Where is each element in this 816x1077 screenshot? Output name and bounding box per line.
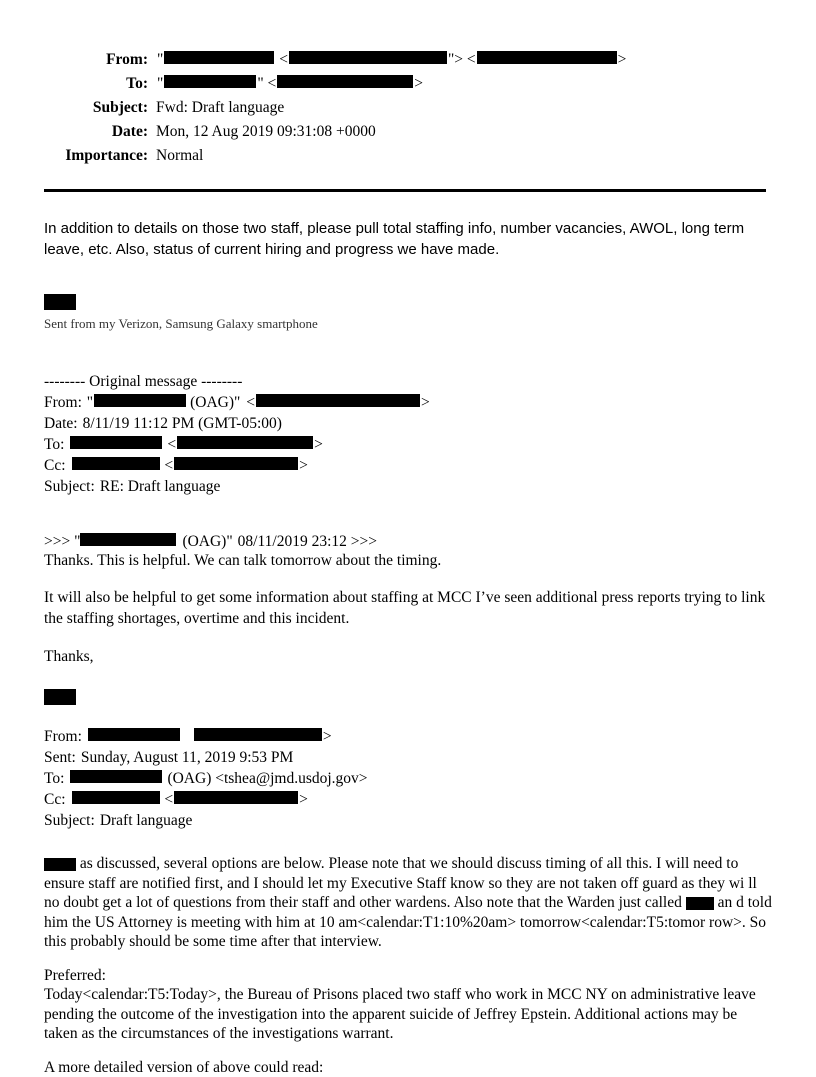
forwarded-from-label: From: [44, 727, 82, 746]
header-value-date: Mon, 12 Aug 2019 09:31:08 +0000 [156, 120, 768, 143]
header-value-from [156, 48, 768, 71]
redaction-bar [177, 436, 313, 449]
quote-angle-close: "> < [447, 48, 477, 71]
redaction-bar [44, 858, 76, 871]
quoted-line-1: Thanks. This is helpful. We can talk tomorrow about the timing. [44, 551, 768, 570]
quote-angle: " < [256, 72, 277, 95]
quoted-attribution-line [44, 532, 768, 551]
original-cc-label: Cc: [44, 456, 66, 475]
forwarded-sent-label: Sent: [44, 748, 76, 767]
header-row-importance [44, 144, 768, 167]
angle-open: < [162, 435, 177, 454]
quoted-paragraph-1: It will also be helpful to get some information about staffing at MCC I’ve seen additional press reports trying to link the staffing shortages, overtime and this incident. [44, 587, 769, 629]
angle-close: > [298, 790, 309, 809]
header-label-subject: Subject: [44, 96, 156, 119]
redaction-bar [70, 770, 162, 783]
header-label-date: Date: [44, 120, 156, 143]
redaction-bar [256, 394, 420, 407]
angle-open: < [160, 456, 175, 475]
forwarded-to-org: (OAG) <tshea@jmd.usdoj.gov> [162, 769, 367, 788]
original-to-line [44, 435, 768, 454]
quote-open: " [156, 48, 164, 71]
preferred-text: Today<calendar:T5:Today>, the Bureau of Prisons placed two staff who work in MCC NY on administrative leave pending the outcome of the investigation into the apparent suicide of Jeffrey Epstein. Additional actions may be taken as the circumstances of the investigations warrant. [44, 985, 772, 1044]
angle-open: < [241, 393, 256, 412]
original-date-label: Date: [44, 414, 78, 433]
forwarded-to-label: To: [44, 769, 64, 788]
redaction-bar [289, 51, 447, 64]
redaction-bar [477, 51, 617, 64]
redaction-bar [686, 897, 714, 910]
redaction-bar [70, 436, 162, 449]
forwarded-message-body [44, 854, 772, 1077]
angle-open: < [160, 790, 175, 809]
redaction-bar [164, 51, 274, 64]
header-row-to [44, 72, 768, 95]
forwarded-subject-value: Draft language [95, 811, 193, 830]
quoted-org: (OAG)" [176, 532, 232, 551]
header-divider-rule [44, 189, 766, 192]
header-label-to: To: [44, 72, 156, 95]
original-date-value: 8/11/19 11:12 PM (GMT-05:00) [78, 414, 282, 433]
forwarded-sent-line [44, 748, 768, 767]
header-label-importance: Importance: [44, 144, 156, 167]
preferred-label: Preferred: [44, 966, 772, 986]
forwarded-cc-label: Cc: [44, 790, 66, 809]
quoted-signature-redaction [44, 689, 76, 705]
redaction-bar [72, 457, 160, 470]
redaction-bar [72, 791, 160, 804]
angle-close: > [413, 72, 424, 95]
forwarded-subject-label: Subject: [44, 811, 95, 830]
angle-close: > [298, 456, 309, 475]
quoted-timestamp: 08/11/2019 23:12 >>> [233, 532, 377, 551]
original-cc-line [44, 456, 768, 475]
redaction-bar [94, 394, 186, 407]
forwarded-subject-line [44, 811, 768, 830]
body-p1-part-e: row>. So this probably should be some time after that interview. [44, 914, 766, 951]
message-intro-paragraph: In addition to details on those two staff, please pull total staffing info, number vacancies, AWOL, long term leave, etc. Also, status of current hiring and progress we have made. [44, 218, 762, 260]
quoted-thanks: Thanks, [44, 646, 769, 667]
header-label-from: From: [44, 48, 156, 71]
forwarded-from-line [44, 727, 768, 746]
body-paragraph-1 [44, 854, 772, 952]
forwarded-cc-line [44, 790, 768, 809]
body-p1-part-d: d told him the US Attorney is meeting with him at 10 am<calendar:T1:10%20am> tomorrow<calendar:T5:tomor [44, 894, 772, 931]
forwarded-sent-value: Sunday, August 11, 2019 9:53 PM [76, 748, 293, 767]
header-value-importance: Normal [156, 144, 768, 167]
quote-open: " [156, 72, 164, 95]
redaction-bar [80, 533, 176, 546]
original-date-line [44, 414, 768, 433]
header-row-from [44, 48, 768, 71]
redaction-bar [194, 728, 322, 741]
angle-close: > [313, 435, 324, 454]
redaction-bar [174, 457, 298, 470]
quoted-reply-block [44, 532, 768, 570]
original-to-label: To: [44, 435, 64, 454]
forwarded-message-header [44, 727, 768, 830]
body-p1-part-b: ll no doubt get a lot of questions from their staff and other wardens. Also note that the Warden just called [44, 875, 757, 912]
original-from-label: From: [44, 393, 82, 412]
original-from-line [44, 393, 768, 412]
header-row-subject [44, 96, 768, 119]
original-subject-line [44, 477, 768, 496]
original-divider: -------- Original message -------- [44, 372, 768, 391]
original-from-org: (OAG)" [186, 393, 241, 412]
angle-open: < [274, 48, 289, 71]
angle-close: > [420, 393, 431, 412]
angle-close: > [617, 48, 628, 71]
original-message-header [44, 372, 768, 496]
body-p1-part-c: an [718, 894, 733, 911]
email-header [44, 48, 768, 167]
original-subject-value: RE: Draft language [95, 477, 221, 496]
signature-redaction [44, 294, 76, 310]
redaction-bar [88, 728, 180, 741]
more-detail-line: A more detailed version of above could read: [44, 1058, 772, 1077]
quote-open: " [82, 393, 94, 412]
header-row-date [44, 120, 768, 143]
redaction-bar [174, 791, 298, 804]
sent-from-line: Sent from my Verizon, Samsung Galaxy smartphone [44, 316, 768, 332]
angle-close: > [322, 727, 333, 746]
forwarded-to-line [44, 769, 768, 788]
quote-marker: >>> " [44, 532, 80, 551]
header-value-to [156, 72, 768, 95]
body-p1-part-a: as discussed, several options are below. Please note that we should discuss timing of all this. I will need to ensure staff are notified first, and I should let my Executive Staff know so they are not taken off guard as they wi [44, 855, 744, 892]
original-subject-label: Subject: [44, 477, 95, 496]
header-value-subject: Fwd: Draft language [156, 96, 768, 119]
redaction-bar [277, 75, 413, 88]
redaction-bar [164, 75, 256, 88]
